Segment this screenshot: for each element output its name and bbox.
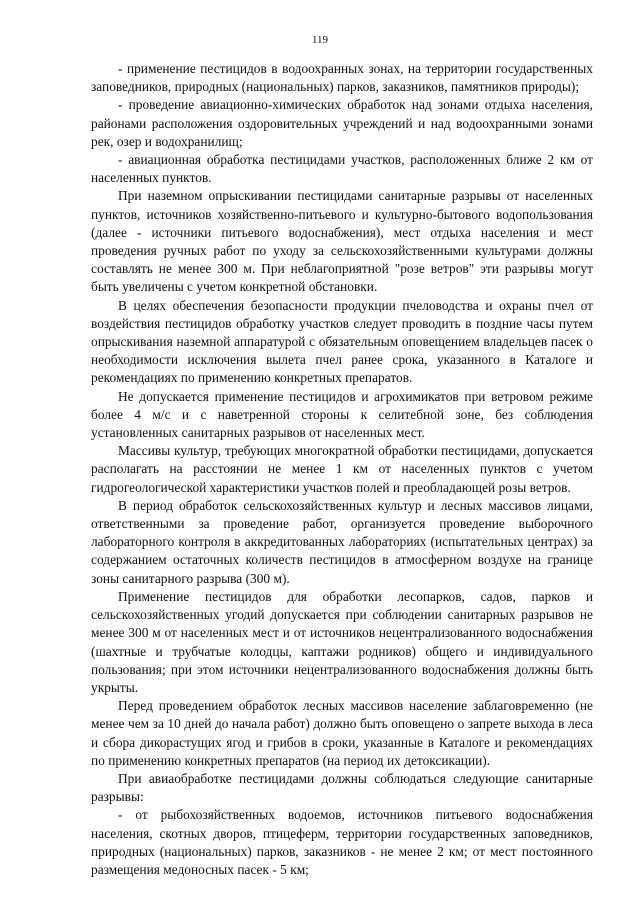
paragraph-crop-massifs: Массивы культур, требующих многократной обработки пестицидами, допускается располагать на расстоянии не менее 1 км от населенных пунктов с учетом гидрогеологической характеристики участков полей и преобладающей розы ветров. (91, 443, 593, 495)
paragraph-beekeeping-safety: В целях обеспечения безопасности продукции пчеловодства и охраны пчел от воздействия пестицидов обработку участков следует проводить в поздние часы путем опрыскивания наземной аппаратурой с обязательным оповещением владельцев пасек о необходимости исключения вылета пчел ранее срока, указанного в Каталоге и рекомендациях по применению конкретных препаратов. (91, 297, 593, 386)
paragraph-ground-spraying: При наземном опрыскивании пестицидами санитарные разрывы от населенных пунктов, источников хозяйственно-питьевого и культурно-бытового водопользования (далее - источники питьевого водоснабжения), мест отдыха населения и мест проведения ручных работ по уходу за сельскохозяйственными культурами должны составлять не менее 300 м. При неблагоприятной "розе ветров" эти разрывы могут быть увеличены с учетом конкретной обстановки. (91, 188, 593, 295)
list-item-aerial-treatment-2km: - авиационная обработка пестицидами участков, расположенных ближе 2 км от населенных пунктов. (91, 152, 593, 186)
paragraph-wind-conditions: Не допускается применение пестицидов и агрохимикатов при ветровом режиме более 4 м/с и с наветренной стороны к селитебной зоне, без соблюдения установленных санитарных разрывов от населенных мест. (91, 388, 593, 441)
document-body (91, 60, 593, 879)
list-item-aerial-chemical-treatment: - проведение авиационно-химических обработок над зонами отдыха населения, районами расположения оздоровительных учреждений и над водоохранными зонами рек, озер и водохранилищ; (91, 97, 593, 149)
paragraph-aerial-gaps-intro: При авиаобработке пестицидами должны соблюдаться следующие санитарные разрывы: (91, 770, 593, 805)
list-item-pesticides-protected-zones: - применение пестицидов в водоохранных зонах, на территории государственных заповедников, природных (национальных) парков, заказников, памятников природы); (91, 61, 593, 95)
paragraph-forest-notification: Перед проведением обработок лесных массивов население заблаговременно (не менее чем за 10 дней до начала работ) должно быть оповещено о запрете выхода в леса и сбора дикорастущих ягод и грибов в сроки, указанные в Каталоге и рекомендациях по применению конкретных препаратов (на период их детоксикации). (91, 698, 593, 768)
paragraph-lab-control: В период обработок сельскохозяйственных культур и лесных массивов лицами, ответственными за проведение работ, организуется проведение выборочного лабораторного контроля в аккредитованных лабораториях (испытательных центрах) за содержанием остаточных количеств пестицидов в атмосферном воздухе на границе зоны санитарного разрыва (300 м). (91, 497, 593, 586)
paragraph-parks-orchards: Применение пестицидов для обработки лесопарков, садов, парков и сельскохозяйственных угодий допускается при соблюдении санитарных разрывов не менее 300 м от населенных мест и от источников нецентрализованного водоснабжения (шахтные и трубчатые колодцы, каптажи родников) общего и индивидуального пользования; при этом источники нецентрализованного водоснабжения должны быть укрыты. (91, 588, 593, 695)
list-item-aerial-gaps: - от рыбохозяйственных водоемов, источников питьевого водоснабжения населения, скотных дворов, птицеферм, территории государственных заповедников, природных (национальных) парков, заказников - не менее 2 км; от мест постоянного размещения медоносных пасек - 5 км; (91, 807, 593, 877)
page-number: 119 (311, 34, 329, 46)
